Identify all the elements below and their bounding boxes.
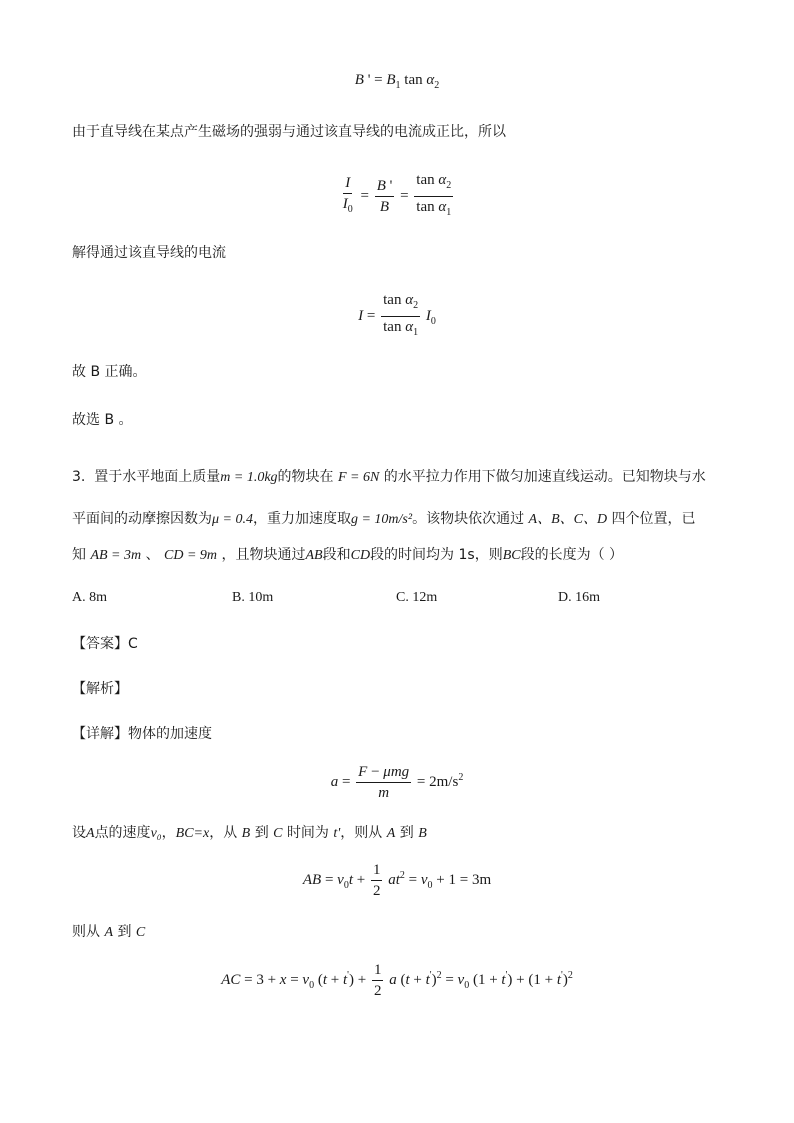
- equation-b-prime: B ' = $B_1$ $\tan \alpha_2$: [354, 72, 440, 91]
- detail-line: 【详解】物体的加速度: [72, 726, 212, 742]
- answer-label: 【答案】: [72, 636, 128, 652]
- analysis-label: 【解析】: [72, 681, 128, 697]
- equation-ac: AC = $3 + x = v_0$ (t + t') + $\frac{1}{2}$ a $(t + t')^2 = v_0$ $(1 + t') + (1 + t')^2$: [221, 962, 573, 999]
- equation-ab: AB = $v_0t$ + $\frac{1}{2}$ $at^2 = v_0 + 1 = 3m$: [302, 862, 492, 899]
- paragraph-proportional: 由于直导线在某点产生磁场的强弱与通过该直导线的电流成正比，所以: [72, 124, 506, 140]
- option-a: A. 8m: [72, 590, 107, 605]
- detail-label: 【详解】: [72, 726, 128, 742]
- answer-value: C: [128, 636, 138, 652]
- then-line: 则从 A 到 C: [72, 924, 146, 940]
- paragraph-b-correct: 故 B 正确。: [72, 364, 147, 380]
- question-line-3: 知 AB = 3m 、 CD = 9m ，且物块通过AB段和CD段的时间均为 1s，则BC段的长度为（ ）: [72, 547, 624, 563]
- option-d: D. 16m: [558, 590, 600, 605]
- equation-current-ratio: $\frac{I}{I_0}$ = $\frac{B '}{B}$ = $\frac{\tan \alpha_2}{\tan \alpha_1}$: [342, 172, 452, 218]
- question-line-1: 3. 置于水平地面上质量m = 1.0kg的物块在 F = 6N 的水平拉力作用下做匀加速直线运动。已知物块与水: [72, 469, 706, 485]
- equation-current: I = $\frac{\tan \alpha_2}{\tan \alpha_1}$ $I_0$: [358, 292, 436, 338]
- answer-line: [72, 634, 138, 654]
- equation-acceleration: a = $\frac{\text{F − μmg}}{m}$ = $2m/s^2$: [330, 764, 464, 801]
- question-line-2: 平面间的动摩擦因数为μ = 0.4，重力加速度取g = 10m/s²。该物块依次通过 A、B、C、D 四个位置，已: [72, 511, 696, 527]
- paragraph-solve-current: 解得通过该直导线的电流: [72, 245, 226, 261]
- paragraph-choose-b: 故选 B 。: [72, 412, 133, 428]
- option-c: C. 12m: [396, 590, 438, 605]
- setup-line: 设A点的速度v₀，BC=x，从 B 到 C 时间为 t'，则从 A 到 B: [72, 825, 427, 841]
- option-b: B. 10m: [232, 590, 274, 605]
